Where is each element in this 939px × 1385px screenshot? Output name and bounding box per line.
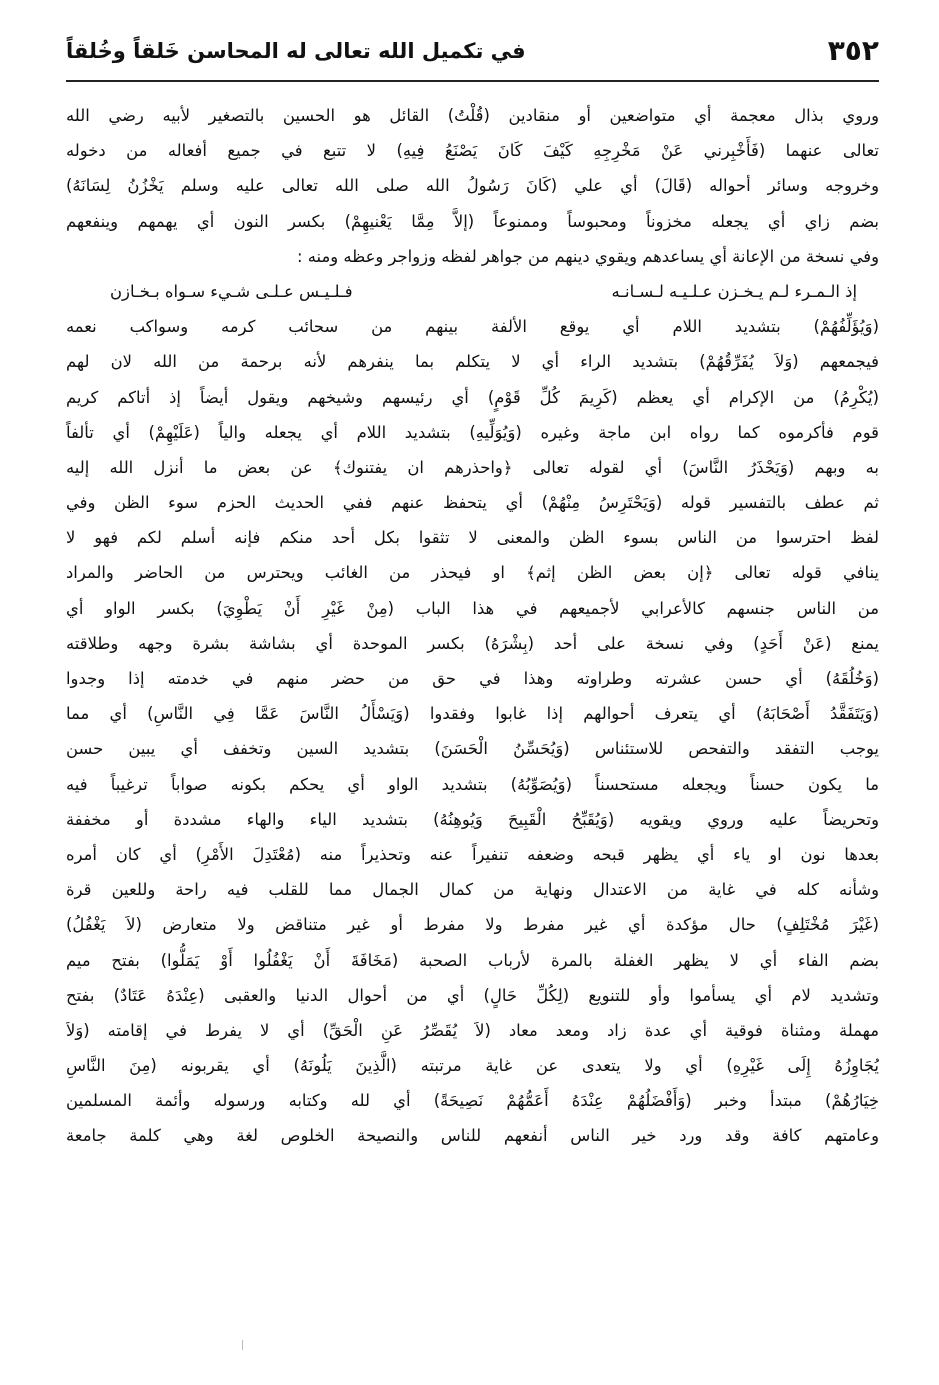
text-line: (وَيَتَفَقَّدُ أَصْحَابَهُ) أي يتعرف أحوالهم إذا غابوا وفقدوا (وَيَسْأَلُ النَّاسَ عَمَّا فِي النَّاسِ) أي مما (66, 704, 879, 724)
scan-artifact (242, 1340, 246, 1350)
text-line: وفي نسخة من الإعانة أي يساعدهم ويقوي دينهم من جواهر لفظه وزواجر وعظه ومنه : (297, 246, 879, 266)
text-line: لفظ احترسوا من الناس بسوء الظن والمعنى لا تثقوا بكل أحد منكم فإنه أسلم لكم فهو لا (66, 528, 879, 548)
verse-second-hemistich: فـلـيـس عـلـى شـيء سـواه بـخـازن (110, 281, 353, 301)
running-title: في تكميل الله تعالى له المحاسن خَلقاً وخُلقاً (66, 39, 526, 63)
text-line: خِيَارُهُمْ) مبتدأ وخبر (وَأَفْضَلُهُمْ عِنْدَهُ أَعَمُّهُمْ نَصِيحَةً) أي لله وكتابه ورسوله وأئمة المسلمين (66, 1091, 879, 1111)
text-line: تعالى عنهما (فَأَخْبِرني عَنْ مَخْرِجِهِ كَيْفَ كَانَ يَصْنَعُ فِيهِ) لا تتبع في جميع أفعاله من دخوله (66, 141, 879, 161)
text-line: بعدها نون او ياء أي يظهر قبحه وضعفه تنفيراً عنه وتحذيراً منه (مُعْتَدِلَ الأَمْرِ) أي كان أمره (66, 844, 879, 864)
text-line: ثم عطف بالتفسير قوله (وَيَحْتَرِسُ مِنْهُمْ) أي يتحفظ عنهم ففي الحديث الحزم سوء الظن وفي (66, 493, 879, 513)
text-line: قوم فأكرموه كما رواه ابن ماجة وغيره (وَيُوَلِّيهِ) بتشديد اللام أي يجعله والياً (عَلَيْهِمْ) أي تألفاً (66, 422, 879, 442)
page-number: ٣٥٢ (827, 34, 879, 67)
poetry-verse (66, 274, 879, 309)
text-line: ينافي قوله تعالى ﴿إن بعض الظن إثم﴾ او فيحذر من الغائب ويحترس من الحاضر والمراد (66, 563, 879, 583)
text-line: (غَيْرَ مُخْتَلِفٍ) حال مؤكدة أي غير مفرط ولا مفرط أو غير متناقض ولا متعارض (لاَ يَغْفُلُ) (66, 915, 879, 935)
text-line: بضم الفاء أي لا يظهر الغفلة بالمرة لأرباب الصحبة (مَخَافَةَ أَنْ يَغْفُلُوا أَوْ يَمَلُّوا) بفتح ميم (66, 950, 879, 970)
header-rule (66, 80, 879, 82)
text-line: ما يكون حسناً ويجعله مستحسناً (وَيُصَوِّبُهُ) بتشديد الواو أي يحكم بكونه صواباً ترغيباً فيه (66, 774, 879, 794)
text-line: مهملة ومثناة فوقية أي عدة زاد ومعد معاد (لاَ يُقَصِّرُ عَنِ الْحَقِّ) أي لا يفرط في إقامته (وَلاَ (66, 1020, 879, 1040)
text-line: (وَيُؤَلِّفُهُمْ) بتشديد اللام أي يوقع الألفة بينهم من سحائب كرمه وسواكب نعمه (66, 317, 879, 337)
text-line: يمنع (عَنْ أَحَدٍ) وفي نسخة على أحد (بِشْرَهُ) بكسر الموحدة أي بشاشة بشرة وجهه وطلاقته (66, 633, 879, 653)
body-text (66, 98, 879, 1154)
page-header (66, 30, 879, 76)
verse-first-hemistich: إذ الـمـرء لـم يـخـزن عـلـيـه لـسـانـه (611, 281, 857, 301)
text-line: يوجب التفقد والتفحص للاستئناس (وَيُحَسِّنُ الْحَسَنَ) بتشديد السين وتخفف أي يبين حسن (66, 739, 879, 759)
text-line: وعامتهم كافة وقد ورد خير الناس أنفعهم للناس والنصيحة الخلوص لغة وهي كلمة جامعة (66, 1126, 879, 1146)
text-line: وتشديد لام أي يسأموا وأو للتنويع (لِكُلِّ حَالٍ) أي من أحوال الدنيا والعقبى (عِنْدَهُ عَتَادٌ) بفتح (66, 985, 879, 1005)
text-line: وشأنه كله في غاية من الاعتدال ونهاية من كمال الجمال مما للقلب فيه راحة وللعين قرة (66, 880, 879, 900)
text-line: فيجمعهم (وَلاَ يُفَرِّقُهُمْ) بتشديد الراء أي لا يتكلم بما ينفرهم لأنه برحمة من الله لان لهم (66, 352, 879, 372)
text-line: وتحريضاً عليه وروي ويقويه (وَيُقَبِّحُ الْقَبِيحَ وَيُوهِنُهُ) بتشديد الياء والهاء مشددة أو مخففة (66, 809, 879, 829)
text-line: يُجَاوِزُهُ إِلَى غَيْرِهِ) أي ولا يتعدى عن غاية مرتبته (الَّذِينَ يَلُونَهُ) أي يقربونه (مِنَ النَّاسِ (66, 1056, 879, 1076)
text-line: وخروجه وسائر أحواله (قَالَ) أي علي (كَانَ رَسُولُ الله صلى الله تعالى عليه وسلم يَخْزُنُ لِسَانَهُ) (66, 176, 879, 196)
text-line: به وبهم (وَيَحْذَرُ النَّاسَ) أي لقوله تعالى ﴿واحذرهم ان يفتنوك﴾ عن بعض ما أنزل الله إليه (66, 457, 879, 477)
text-line: من الناس جنسهم كالأعرابي لأجميعهم في هذا الباب (مِنْ غَيْرِ أَنْ يَطْوِيَ) بكسر الواو أي (66, 598, 879, 618)
text-line: وروي بذال معجمة أي متواضعين أو منقادين (قُلْتُ) القائل هو الحسين بالتصغير لأبيه رضي الله (66, 106, 879, 125)
text-line: (وَخُلُقَهُ) أي حسن عشرته وطراوته وهذا في حق من حضر منهم في خدمته إذا وجدوا (66, 669, 879, 688)
text-line: بضم زاي أي يجعله مخزوناً ومحبوساً وممنوعاً (إلاَّ مِمَّا يَعْنيهِمْ) بكسر النون أي يهمهم وينفعهم (66, 211, 879, 231)
text-line: (يُكْرِمُ) من الإكرام أي يعظم (كَرِيمَ كُلِّ قَوْمٍ) أي رئيسهم وشيخهم ويقول أيضاً إذ أتاكم كريم (66, 387, 879, 407)
